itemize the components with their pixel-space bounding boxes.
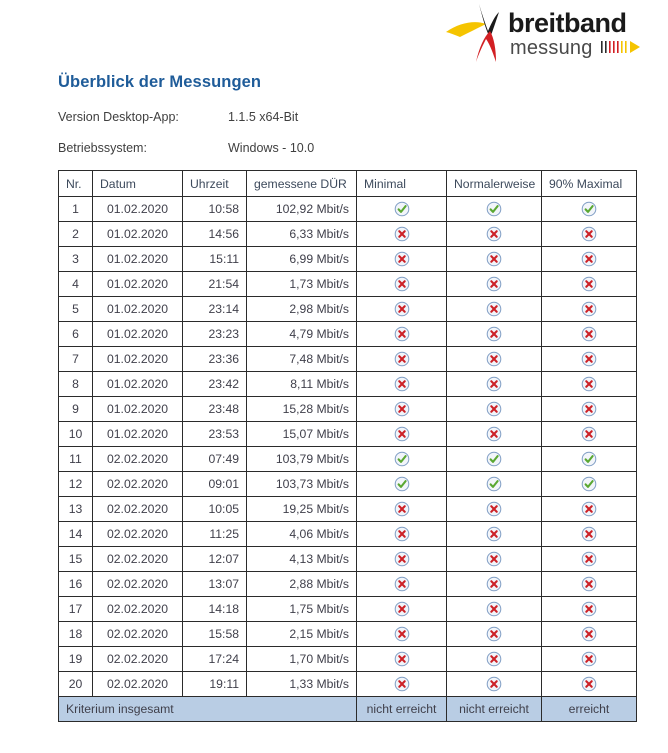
cell-status-minimal <box>357 297 447 322</box>
table-row <box>59 572 637 597</box>
column-header-normalerweise: Normalerweise <box>447 171 542 197</box>
cell-status-normalerweise <box>447 347 542 372</box>
cross-circle-icon <box>486 676 502 692</box>
footer-label: Kriterium insgesamt <box>59 697 357 722</box>
cross-circle-icon <box>394 626 410 642</box>
cell-uhrzeit: 23:23 <box>183 322 247 347</box>
cross-circle-icon <box>394 551 410 567</box>
footer-row <box>59 697 637 722</box>
cell-datum: 02.02.2020 <box>93 472 183 497</box>
table-header-row <box>59 171 637 197</box>
cell-status-normalerweise <box>447 297 542 322</box>
check-circle-icon <box>394 451 410 467</box>
cell-status-normalerweise <box>447 372 542 397</box>
cell-datum: 02.02.2020 <box>93 522 183 547</box>
cell-status-90-maximal <box>542 472 637 497</box>
cell-uhrzeit: 12:07 <box>183 547 247 572</box>
logo-yellow-swoosh <box>446 22 486 37</box>
cell-datum: 01.02.2020 <box>93 422 183 447</box>
cell-status-90-maximal <box>542 447 637 472</box>
cell-nr: 9 <box>59 397 93 422</box>
cross-circle-icon <box>581 301 597 317</box>
cell-duer: 102,92 Mbit/s <box>247 197 357 222</box>
cell-status-normalerweise <box>447 622 542 647</box>
cell-status-90-maximal <box>542 297 637 322</box>
table-row <box>59 372 637 397</box>
cell-duer: 2,88 Mbit/s <box>247 572 357 597</box>
cell-duer: 1,73 Mbit/s <box>247 272 357 297</box>
footer-value-90-maximal: erreicht <box>542 697 637 722</box>
cell-uhrzeit: 09:01 <box>183 472 247 497</box>
cross-circle-icon <box>486 651 502 667</box>
cell-status-minimal <box>357 422 447 447</box>
cell-status-90-maximal <box>542 222 637 247</box>
cell-status-minimal <box>357 247 447 272</box>
cell-nr: 20 <box>59 672 93 697</box>
cell-status-normalerweise <box>447 322 542 347</box>
cell-status-normalerweise <box>447 597 542 622</box>
cross-circle-icon <box>486 351 502 367</box>
cell-datum: 01.02.2020 <box>93 372 183 397</box>
cell-uhrzeit: 17:24 <box>183 647 247 672</box>
cell-duer: 19,25 Mbit/s <box>247 497 357 522</box>
cell-datum: 02.02.2020 <box>93 497 183 522</box>
table-row <box>59 272 637 297</box>
cell-nr: 18 <box>59 622 93 647</box>
check-circle-icon <box>581 451 597 467</box>
cell-status-minimal <box>357 222 447 247</box>
cell-status-90-maximal <box>542 647 637 672</box>
cell-status-normalerweise <box>447 672 542 697</box>
cell-status-90-maximal <box>542 247 637 272</box>
cell-duer: 1,33 Mbit/s <box>247 672 357 697</box>
cross-circle-icon <box>581 601 597 617</box>
cross-circle-icon <box>394 426 410 442</box>
cross-circle-icon <box>394 251 410 267</box>
cell-datum: 02.02.2020 <box>93 547 183 572</box>
cross-circle-icon <box>394 276 410 292</box>
cell-nr: 19 <box>59 647 93 672</box>
table-row <box>59 422 637 447</box>
cell-status-90-maximal <box>542 597 637 622</box>
table-row <box>59 247 637 272</box>
cell-status-minimal <box>357 322 447 347</box>
cell-datum: 02.02.2020 <box>93 622 183 647</box>
cell-status-normalerweise <box>447 497 542 522</box>
cell-status-90-maximal <box>542 322 637 347</box>
cell-datum: 01.02.2020 <box>93 272 183 297</box>
cross-circle-icon <box>581 351 597 367</box>
cross-circle-icon <box>581 526 597 542</box>
cross-circle-icon <box>486 226 502 242</box>
cell-duer: 15,28 Mbit/s <box>247 397 357 422</box>
table-row <box>59 322 637 347</box>
footer-value-normalerweise: nicht erreicht <box>447 697 542 722</box>
cell-uhrzeit: 07:49 <box>183 447 247 472</box>
cross-circle-icon <box>486 301 502 317</box>
logo-red-mark <box>476 31 496 62</box>
cross-circle-icon <box>581 376 597 392</box>
cross-circle-icon <box>486 576 502 592</box>
cross-circle-icon <box>581 326 597 342</box>
cell-uhrzeit: 11:25 <box>183 522 247 547</box>
cross-circle-icon <box>486 526 502 542</box>
cell-datum: 02.02.2020 <box>93 572 183 597</box>
cell-uhrzeit: 10:05 <box>183 497 247 522</box>
check-circle-icon <box>486 451 502 467</box>
cell-uhrzeit: 15:58 <box>183 622 247 647</box>
column-header-datum: Datum <box>93 171 183 197</box>
cell-uhrzeit: 10:58 <box>183 197 247 222</box>
cell-duer: 7,48 Mbit/s <box>247 347 357 372</box>
cell-status-normalerweise <box>447 247 542 272</box>
cell-duer: 8,11 Mbit/s <box>247 372 357 397</box>
cell-status-90-maximal <box>542 272 637 297</box>
cell-uhrzeit: 14:18 <box>183 597 247 622</box>
cell-duer: 103,73 Mbit/s <box>247 472 357 497</box>
cell-datum: 01.02.2020 <box>93 222 183 247</box>
version-label: Version Desktop-App: <box>58 110 179 124</box>
cross-circle-icon <box>486 276 502 292</box>
table-row <box>59 547 637 572</box>
cell-status-normalerweise <box>447 647 542 672</box>
cell-datum: 01.02.2020 <box>93 297 183 322</box>
os-value: Windows - 10.0 <box>228 141 315 155</box>
cross-circle-icon <box>394 401 410 417</box>
cross-circle-icon <box>581 576 597 592</box>
check-circle-icon <box>581 201 597 217</box>
check-circle-icon <box>394 201 410 217</box>
logo-signal-bars <box>601 41 640 53</box>
table-row <box>59 297 637 322</box>
version-value: 1.1.5 x64-Bit <box>228 110 299 124</box>
table-body <box>59 197 637 697</box>
cell-status-minimal <box>357 497 447 522</box>
table-row <box>59 197 637 222</box>
cell-duer: 4,79 Mbit/s <box>247 322 357 347</box>
table-header <box>59 171 637 197</box>
measurements-table <box>58 170 637 722</box>
cell-nr: 15 <box>59 547 93 572</box>
cell-duer: 2,15 Mbit/s <box>247 622 357 647</box>
check-circle-icon <box>394 476 410 492</box>
column-header-duer: gemessene DÜR <box>247 171 357 197</box>
cross-circle-icon <box>581 626 597 642</box>
cell-status-90-maximal <box>542 522 637 547</box>
cell-uhrzeit: 15:11 <box>183 247 247 272</box>
logo-text-breitband: breitband <box>508 8 627 38</box>
cross-circle-icon <box>581 251 597 267</box>
cell-status-90-maximal <box>542 197 637 222</box>
table-row <box>59 647 637 672</box>
cell-duer: 1,70 Mbit/s <box>247 647 357 672</box>
cell-datum: 01.02.2020 <box>93 322 183 347</box>
cross-circle-icon <box>581 401 597 417</box>
cross-circle-icon <box>394 576 410 592</box>
cross-circle-icon <box>486 551 502 567</box>
os-label: Betriebssystem: <box>58 141 147 155</box>
cross-circle-icon <box>486 426 502 442</box>
cell-uhrzeit: 23:14 <box>183 297 247 322</box>
cell-datum: 02.02.2020 <box>93 672 183 697</box>
footer-value-minimal: nicht erreicht <box>357 697 447 722</box>
cross-circle-icon <box>581 551 597 567</box>
logo-text-messung: messung <box>510 37 593 59</box>
cell-status-normalerweise <box>447 197 542 222</box>
cell-duer: 103,79 Mbit/s <box>247 447 357 472</box>
cell-status-minimal <box>357 672 447 697</box>
cross-circle-icon <box>394 601 410 617</box>
cell-uhrzeit: 23:36 <box>183 347 247 372</box>
cross-circle-icon <box>394 501 410 517</box>
table-row <box>59 447 637 472</box>
cell-duer: 2,98 Mbit/s <box>247 297 357 322</box>
table-row <box>59 472 637 497</box>
cell-status-minimal <box>357 272 447 297</box>
table-footer <box>59 697 637 722</box>
cell-duer: 4,06 Mbit/s <box>247 522 357 547</box>
cell-datum: 02.02.2020 <box>93 447 183 472</box>
cell-status-minimal <box>357 547 447 572</box>
breitbandmessung-logo <box>446 4 646 62</box>
cell-duer: 1,75 Mbit/s <box>247 597 357 622</box>
cell-status-normalerweise <box>447 547 542 572</box>
check-circle-icon <box>581 476 597 492</box>
cross-circle-icon <box>486 376 502 392</box>
cell-status-normalerweise <box>447 522 542 547</box>
cell-status-minimal <box>357 622 447 647</box>
cell-duer: 4,13 Mbit/s <box>247 547 357 572</box>
cell-uhrzeit: 23:42 <box>183 372 247 397</box>
cell-nr: 2 <box>59 222 93 247</box>
cell-status-90-maximal <box>542 672 637 697</box>
cell-status-90-maximal <box>542 497 637 522</box>
column-header-nr: Nr. <box>59 171 93 197</box>
cell-nr: 14 <box>59 522 93 547</box>
cell-status-90-maximal <box>542 547 637 572</box>
cell-status-90-maximal <box>542 622 637 647</box>
cell-status-normalerweise <box>447 422 542 447</box>
cross-circle-icon <box>581 226 597 242</box>
cross-circle-icon <box>394 326 410 342</box>
cell-uhrzeit: 21:54 <box>183 272 247 297</box>
cell-datum: 02.02.2020 <box>93 597 183 622</box>
cell-status-normalerweise <box>447 472 542 497</box>
cell-nr: 8 <box>59 372 93 397</box>
column-header-90-maximal: 90% Maximal <box>542 171 637 197</box>
table-row <box>59 222 637 247</box>
page-title: Überblick der Messungen <box>58 73 262 91</box>
cell-datum: 01.02.2020 <box>93 197 183 222</box>
cell-status-minimal <box>357 647 447 672</box>
cell-duer: 6,99 Mbit/s <box>247 247 357 272</box>
cross-circle-icon <box>486 626 502 642</box>
cell-nr: 16 <box>59 572 93 597</box>
table-row <box>59 347 637 372</box>
table-row <box>59 497 637 522</box>
cell-status-90-maximal <box>542 372 637 397</box>
table-row <box>59 397 637 422</box>
column-header-uhrzeit: Uhrzeit <box>183 171 247 197</box>
cross-circle-icon <box>486 501 502 517</box>
cross-circle-icon <box>394 301 410 317</box>
cross-circle-icon <box>394 226 410 242</box>
cell-nr: 12 <box>59 472 93 497</box>
cell-uhrzeit: 19:11 <box>183 672 247 697</box>
cell-datum: 01.02.2020 <box>93 347 183 372</box>
cell-nr: 1 <box>59 197 93 222</box>
cell-duer: 6,33 Mbit/s <box>247 222 357 247</box>
cell-uhrzeit: 13:07 <box>183 572 247 597</box>
cross-circle-icon <box>394 651 410 667</box>
cell-status-normalerweise <box>447 222 542 247</box>
cross-circle-icon <box>581 276 597 292</box>
cell-status-minimal <box>357 372 447 397</box>
cross-circle-icon <box>394 376 410 392</box>
cell-nr: 10 <box>59 422 93 447</box>
cell-status-normalerweise <box>447 397 542 422</box>
cell-status-90-maximal <box>542 397 637 422</box>
cell-nr: 5 <box>59 297 93 322</box>
cell-status-minimal <box>357 472 447 497</box>
cell-duer: 15,07 Mbit/s <box>247 422 357 447</box>
cross-circle-icon <box>581 676 597 692</box>
cell-status-minimal <box>357 447 447 472</box>
cell-nr: 3 <box>59 247 93 272</box>
cross-circle-icon <box>394 351 410 367</box>
cell-status-minimal <box>357 572 447 597</box>
cell-datum: 01.02.2020 <box>93 247 183 272</box>
cell-uhrzeit: 23:48 <box>183 397 247 422</box>
cell-nr: 7 <box>59 347 93 372</box>
cell-status-minimal <box>357 597 447 622</box>
cell-status-90-maximal <box>542 347 637 372</box>
cell-status-minimal <box>357 522 447 547</box>
cross-circle-icon <box>486 326 502 342</box>
check-circle-icon <box>486 201 502 217</box>
table-row <box>59 597 637 622</box>
cell-nr: 4 <box>59 272 93 297</box>
cell-status-90-maximal <box>542 572 637 597</box>
cell-status-90-maximal <box>542 422 637 447</box>
cell-nr: 17 <box>59 597 93 622</box>
cell-status-normalerweise <box>447 447 542 472</box>
cell-status-minimal <box>357 197 447 222</box>
table-row <box>59 622 637 647</box>
cross-circle-icon <box>581 426 597 442</box>
table-row <box>59 522 637 547</box>
cross-circle-icon <box>581 501 597 517</box>
cell-uhrzeit: 23:53 <box>183 422 247 447</box>
cell-status-normalerweise <box>447 572 542 597</box>
cell-nr: 11 <box>59 447 93 472</box>
cross-circle-icon <box>394 526 410 542</box>
cross-circle-icon <box>486 601 502 617</box>
check-circle-icon <box>486 476 502 492</box>
cell-status-minimal <box>357 397 447 422</box>
cross-circle-icon <box>486 251 502 267</box>
column-header-minimal: Minimal <box>357 171 447 197</box>
cross-circle-icon <box>486 401 502 417</box>
cell-datum: 01.02.2020 <box>93 397 183 422</box>
table-row <box>59 672 637 697</box>
cell-status-normalerweise <box>447 272 542 297</box>
cell-status-minimal <box>357 347 447 372</box>
cell-uhrzeit: 14:56 <box>183 222 247 247</box>
cell-nr: 13 <box>59 497 93 522</box>
cross-circle-icon <box>394 676 410 692</box>
cell-datum: 02.02.2020 <box>93 647 183 672</box>
cell-nr: 6 <box>59 322 93 347</box>
cross-circle-icon <box>581 651 597 667</box>
